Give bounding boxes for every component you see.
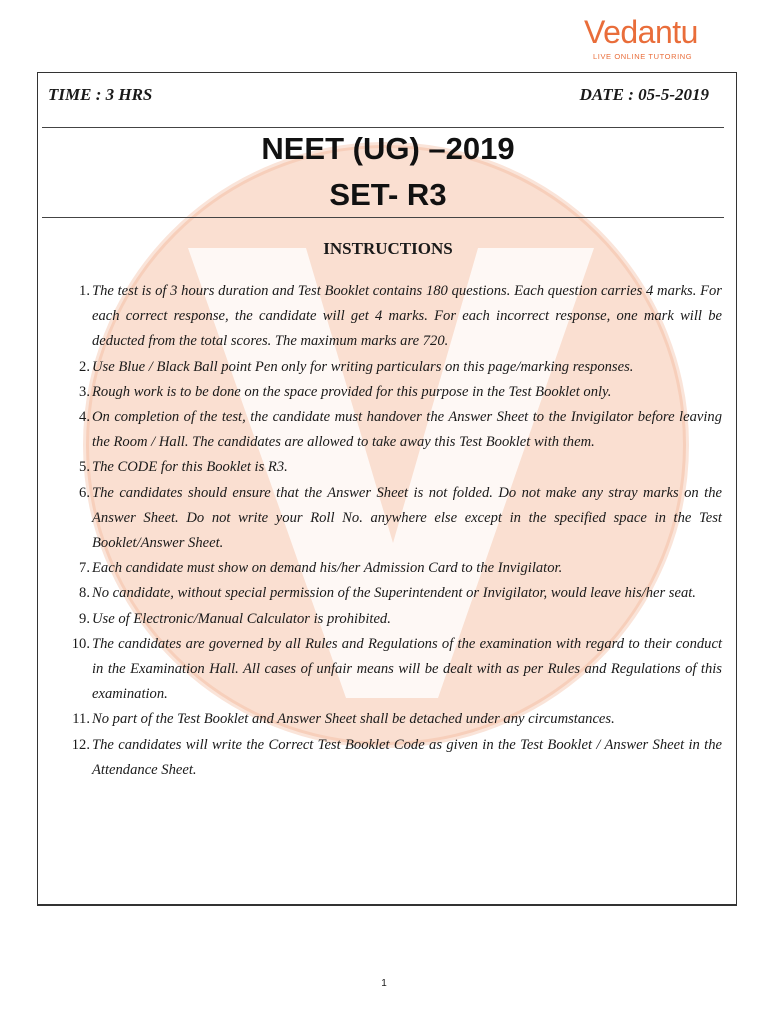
list-item xyxy=(58,279,722,355)
header-divider xyxy=(42,127,724,128)
page-frame xyxy=(37,72,737,906)
item-number: 7. xyxy=(79,560,90,577)
list-item xyxy=(58,707,722,732)
item-number: 11. xyxy=(72,711,90,728)
exam-duration: TIME : 3 HRS xyxy=(48,85,153,104)
brand-name: Vedantu xyxy=(584,14,698,50)
item-text: The candidates are governed by all Rules and Regulations of the examination with regard to their conduct in the Examination Hall. All cases of unfair means will be dealt with as per Rules and Regulations of this examination. xyxy=(92,635,722,703)
item-text: Each candidate must show on demand his/her Admission Card to the Invigilator. xyxy=(92,560,563,577)
list-item xyxy=(58,607,722,632)
list-item xyxy=(58,733,722,783)
exam-date: DATE : 05-5-2019 xyxy=(579,85,709,104)
item-text: On completion of the test, the candidate must handover the Answer Sheet to the Invigilator before leaving the Room / Hall. The candidates are allowed to take away this Test Booklet with them. xyxy=(92,409,722,451)
item-text: Use Blue / Black Ball point Pen only for writing particulars on this page/marking responses. xyxy=(92,358,634,375)
instructions-list xyxy=(58,279,722,783)
list-item xyxy=(58,581,722,606)
item-number: 6. xyxy=(79,484,90,501)
item-number: 4. xyxy=(79,409,90,426)
vedantu-logo xyxy=(584,14,724,64)
brand-tagline: LIVE ONLINE TUTORING xyxy=(593,52,693,61)
item-number: 2. xyxy=(79,358,90,375)
list-item xyxy=(58,556,722,581)
item-number: 9. xyxy=(79,610,90,627)
item-number: 5. xyxy=(79,459,90,476)
item-text: The candidates will write the Correct Test Booklet Code as given in the Test Booklet / Answer Sheet in the Attendance Sheet. xyxy=(92,736,722,778)
list-item xyxy=(58,455,722,480)
item-text: Use of Electronic/Manual Calculator is prohibited. xyxy=(92,610,391,627)
item-number: 10. xyxy=(71,635,90,652)
exam-title: NEET (UG) –2019 xyxy=(261,131,515,166)
list-item xyxy=(58,632,722,708)
page-number: 1 xyxy=(381,978,387,989)
list-item xyxy=(58,481,722,557)
item-number: 1. xyxy=(79,283,90,299)
item-number: 8. xyxy=(79,585,90,602)
item-text: No candidate, without special permission of the Superintendent or Invigilator, would leave his/her seat. xyxy=(92,585,696,602)
item-text: The candidates should ensure that the Answer Sheet is not folded. Do not make any stray marks on the Answer Sheet. Do not write your Roll No. anywhere else except in the specified space in the Test Booklet/Answer Sheet. xyxy=(92,484,722,552)
title-divider xyxy=(42,217,724,218)
item-text: No part of the Test Booklet and Answer Sheet shall be detached under any circumstances. xyxy=(92,711,615,728)
item-number: 3. xyxy=(79,383,90,400)
instructions-heading: INSTRUCTIONS xyxy=(323,239,453,258)
exam-set-code: SET- R3 xyxy=(329,177,447,212)
list-item xyxy=(58,380,722,405)
item-text: The test is of 3 hours duration and Test Booklet contains 180 questions. Each question carries 4 marks. For each correct response, the candidate will get 4 marks. For each incorrect response, one mark will be deducted from the total scores. The maximum marks are 720. xyxy=(92,283,722,350)
item-number: 12. xyxy=(71,736,90,753)
item-text: Rough work is to be done on the space provided for this purpose in the Test Booklet only. xyxy=(92,383,612,400)
item-text: The CODE for this Booklet is R3. xyxy=(92,459,288,476)
list-item xyxy=(58,405,722,455)
list-item xyxy=(58,355,722,380)
